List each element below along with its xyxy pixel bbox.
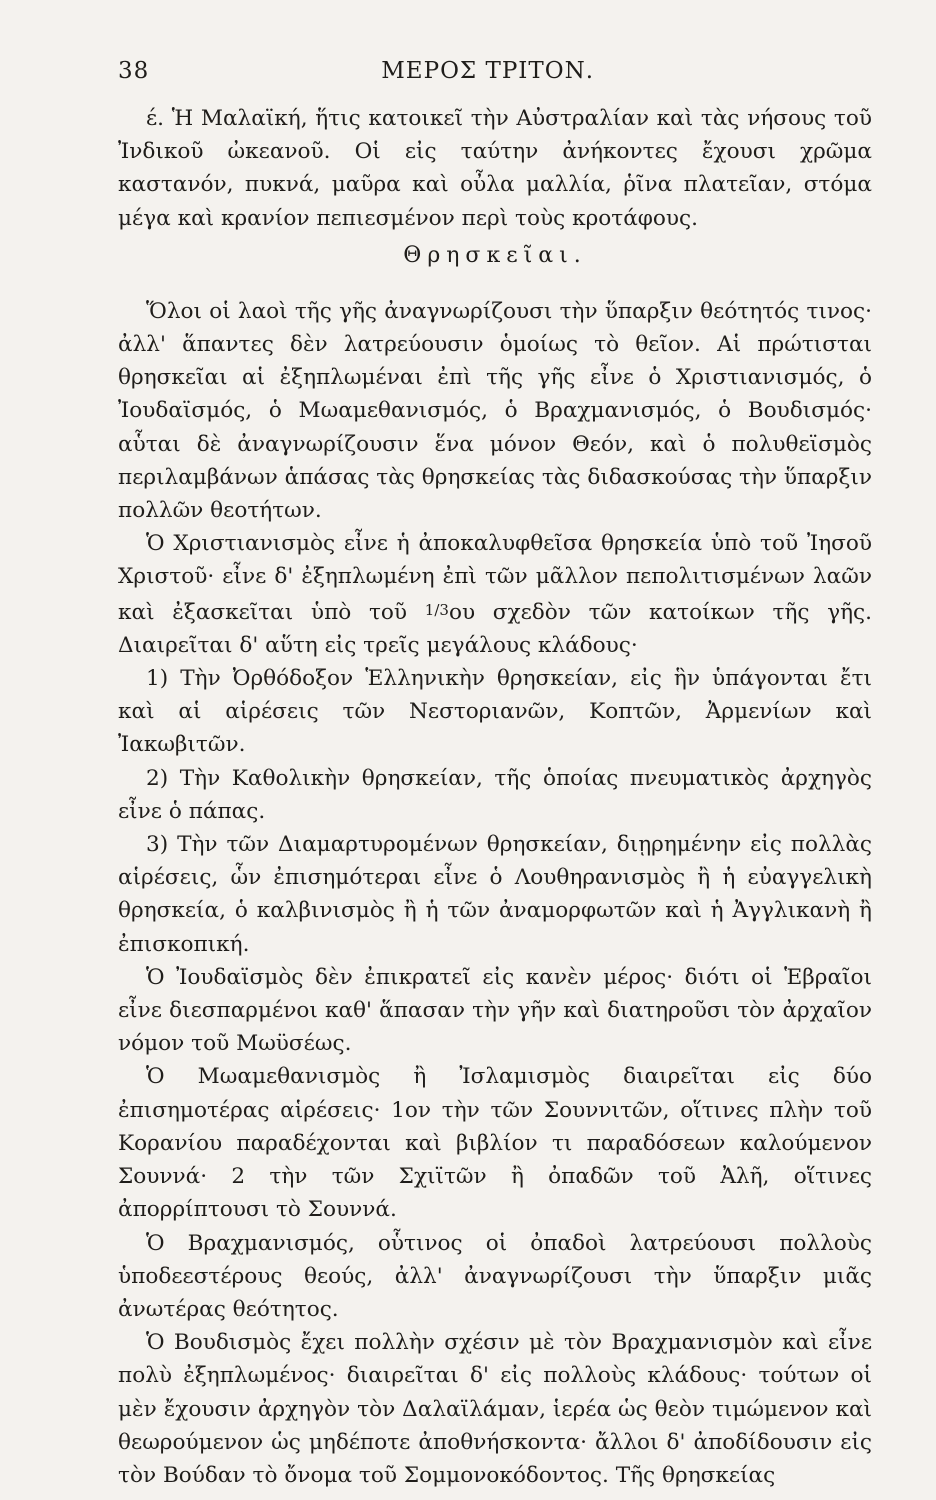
paragraph-brahmanism: Ὁ Βραχμανισμός, οὗτινος οἱ ὀπαδοὶ λατρεύουσι πολλοὺς ὑποδεεστέρους θεούς, ἀλλ' ἀναγνωρίζουσι τὴν ὕπαρξιν μιᾶς ἀνωτέρας θεότητος. [118,1230,872,1322]
page-header [118,58,872,102]
paragraph-religions-intro: Ὅλοι οἱ λαοὶ τῆς γῆς ἀναγνωρίζουσι τὴν ὕπαρξιν θεότητός τινος· ἀλλ' ἅπαντες δὲν λατρεύουσιν ὁμοίως τὸ θεῖον. Αἱ πρώτισται θρησκεῖαι αἱ ἐξηπλωμέναι ἐπὶ τῆς γῆς εἶνε ὁ Χριστιανισμός, ὁ Ἰουδαϊσμός, ὁ Μωαμεθανισμός, ὁ Βραχμανισμός, ὁ Βουδισμός· αὗται δὲ ἀναγνωρίζουσιν ἕνα μόνον Θεόν, καὶ ὁ πολυθεϊσμὸς περιλαμβάνων ἁπάσας τὰς θρησκείας τὰς διδασκούσας τὴν ὕπαρξιν πολλῶν θεοτήτων. [118,298,872,524]
fraction-one-third: 1/3 [424,600,449,619]
page-body [118,102,872,1492]
list-item-protestant: 3) Τὴν τῶν Διαμαρτυρομένων θρησκείαν, διῃρημένην εἰς πολλὰς αἱρέσεις, ὧν ἐπισημότεραι εἶνε ὁ Λουθηρανισμὸς ἢ ἡ εὐαγγελικὴ θρησκεία, ὁ καλβινισμὸς ἢ ἡ τῶν ἀναμορφωτῶν καὶ ἡ Ἀγγλικανὴ ἢ ἐπισκοπική. [118,832,872,957]
paragraph-christianity [118,527,872,662]
paragraph-judaism: Ὁ Ἰουδαϊσμὸς δὲν ἐπικρατεῖ εἰς κανὲν μέρος· διότι οἱ Ἑβραῖοι εἶνε διεσπαρμένοι καθ' ἅπασαν τὴν γῆν καὶ διατηροῦσι τὸν ἀρχαῖον νόμον τοῦ Μωϋσέως. [118,964,872,1057]
list-item-orthodox: 1) Τὴν Ὀρθόδοξον Ἑλληνικὴν θρησκείαν, εἰς ἣν ὑπάγονται ἔτι καὶ αἱ αἱρέσεις τῶν Νεστοριανῶν, Κοπτῶν, Ἀρμενίων καὶ Ἰακωβιτῶν. [118,666,872,758]
christianity-text-cont: ου σχεδὸν τῶν κατοίκων τῆς γῆς. Διαιρεῖται δ' αὕτη εἰς τρεῖς μεγάλους κλάδους· [118,599,872,658]
paragraph-malay-race: έ. Ἡ Μαλαϊκή, ἥτις κατοικεῖ τὴν Αὐστραλίαν καὶ τὰς νήσους τοῦ Ἰνδικοῦ ὠκεανοῦ. Οἱ εἰς ταύτην ἀνήκοντες ἔχουσι χρῶμα καστανόν, πυκνά, μαῦρα καὶ οὖλα μαλλία, ῥῖνα πλατεῖαν, στόμα μέγα καὶ κρανίον πεπιεσμένον περὶ τοὺς κροτάφους. [118,106,872,231]
paragraph-islam: Ὁ Μωαμεθανισμὸς ἢ Ἰσλαμισμὸς διαιρεῖται εἰς δύο ἐπισημοτέρας αἱρέσεις· 1ον τὴν τῶν Σουννιτῶν, οἵτινες πλὴν τοῦ Κορανίου παραδέχονται καὶ βιβλίον τι παραδόσεων καλούμενον Σουννά· 2 τὴν τῶν Σχιϊτῶν ἢ ὀπαδῶν τοῦ Ἀλῆ, οἵτινες ἀπορρίπτουσι τὸ Σουννά. [118,1064,872,1223]
section-title: Θρησκεῖαι. [403,242,587,268]
paragraph-buddhism: Ὁ Βουδισμὸς ἔχει πολλὴν σχέσιν μὲ τὸν Βραχμανισμὸν καὶ εἶνε πολὺ ἐξηπλωμένος· διαιρεῖται δ' εἰς πολλοὺς κλάδους· τούτων οἱ μὲν ἔχουσιν ἀρχηγὸν τὸν Δαλαϊλάμαν, ἱερέα ὡς θεὸν τιμώμενον καὶ θεωρούμενον ὡς μηδέποτε ἀποθνήσκοντα· ἄλλοι δ' ἀποδίδουσιν εἰς τὸν Βούδαν τὸ ὄνομα τοῦ Σομμονοκόδοντος. Τῆς θρησκείας [118,1330,872,1488]
page-number: 38 [118,58,150,84]
list-item-catholic: 2) Τὴν Καθολικὴν θρησκείαν, τῆς ὁποίας πνευματικὸς ἀρχηγὸς εἶνε ὁ πάπας. [118,765,872,824]
running-title: ΜΕΡΟΣ ΤΡΙΤΟΝ. [381,58,595,84]
christianity-text: Ὁ Χριστιανισμὸς εἶνε ἡ ἀποκαλυφθεῖσα θρησκεία ὑπὸ τοῦ Ἰησοῦ Χριστοῦ· εἶνε δ' ἐξηπλωμένη ἐπὶ τῶν μᾶλλον πεπολιτισμένων λαῶν καὶ ἐξασκεῖται ὑπὸ τοῦ [118,531,872,625]
